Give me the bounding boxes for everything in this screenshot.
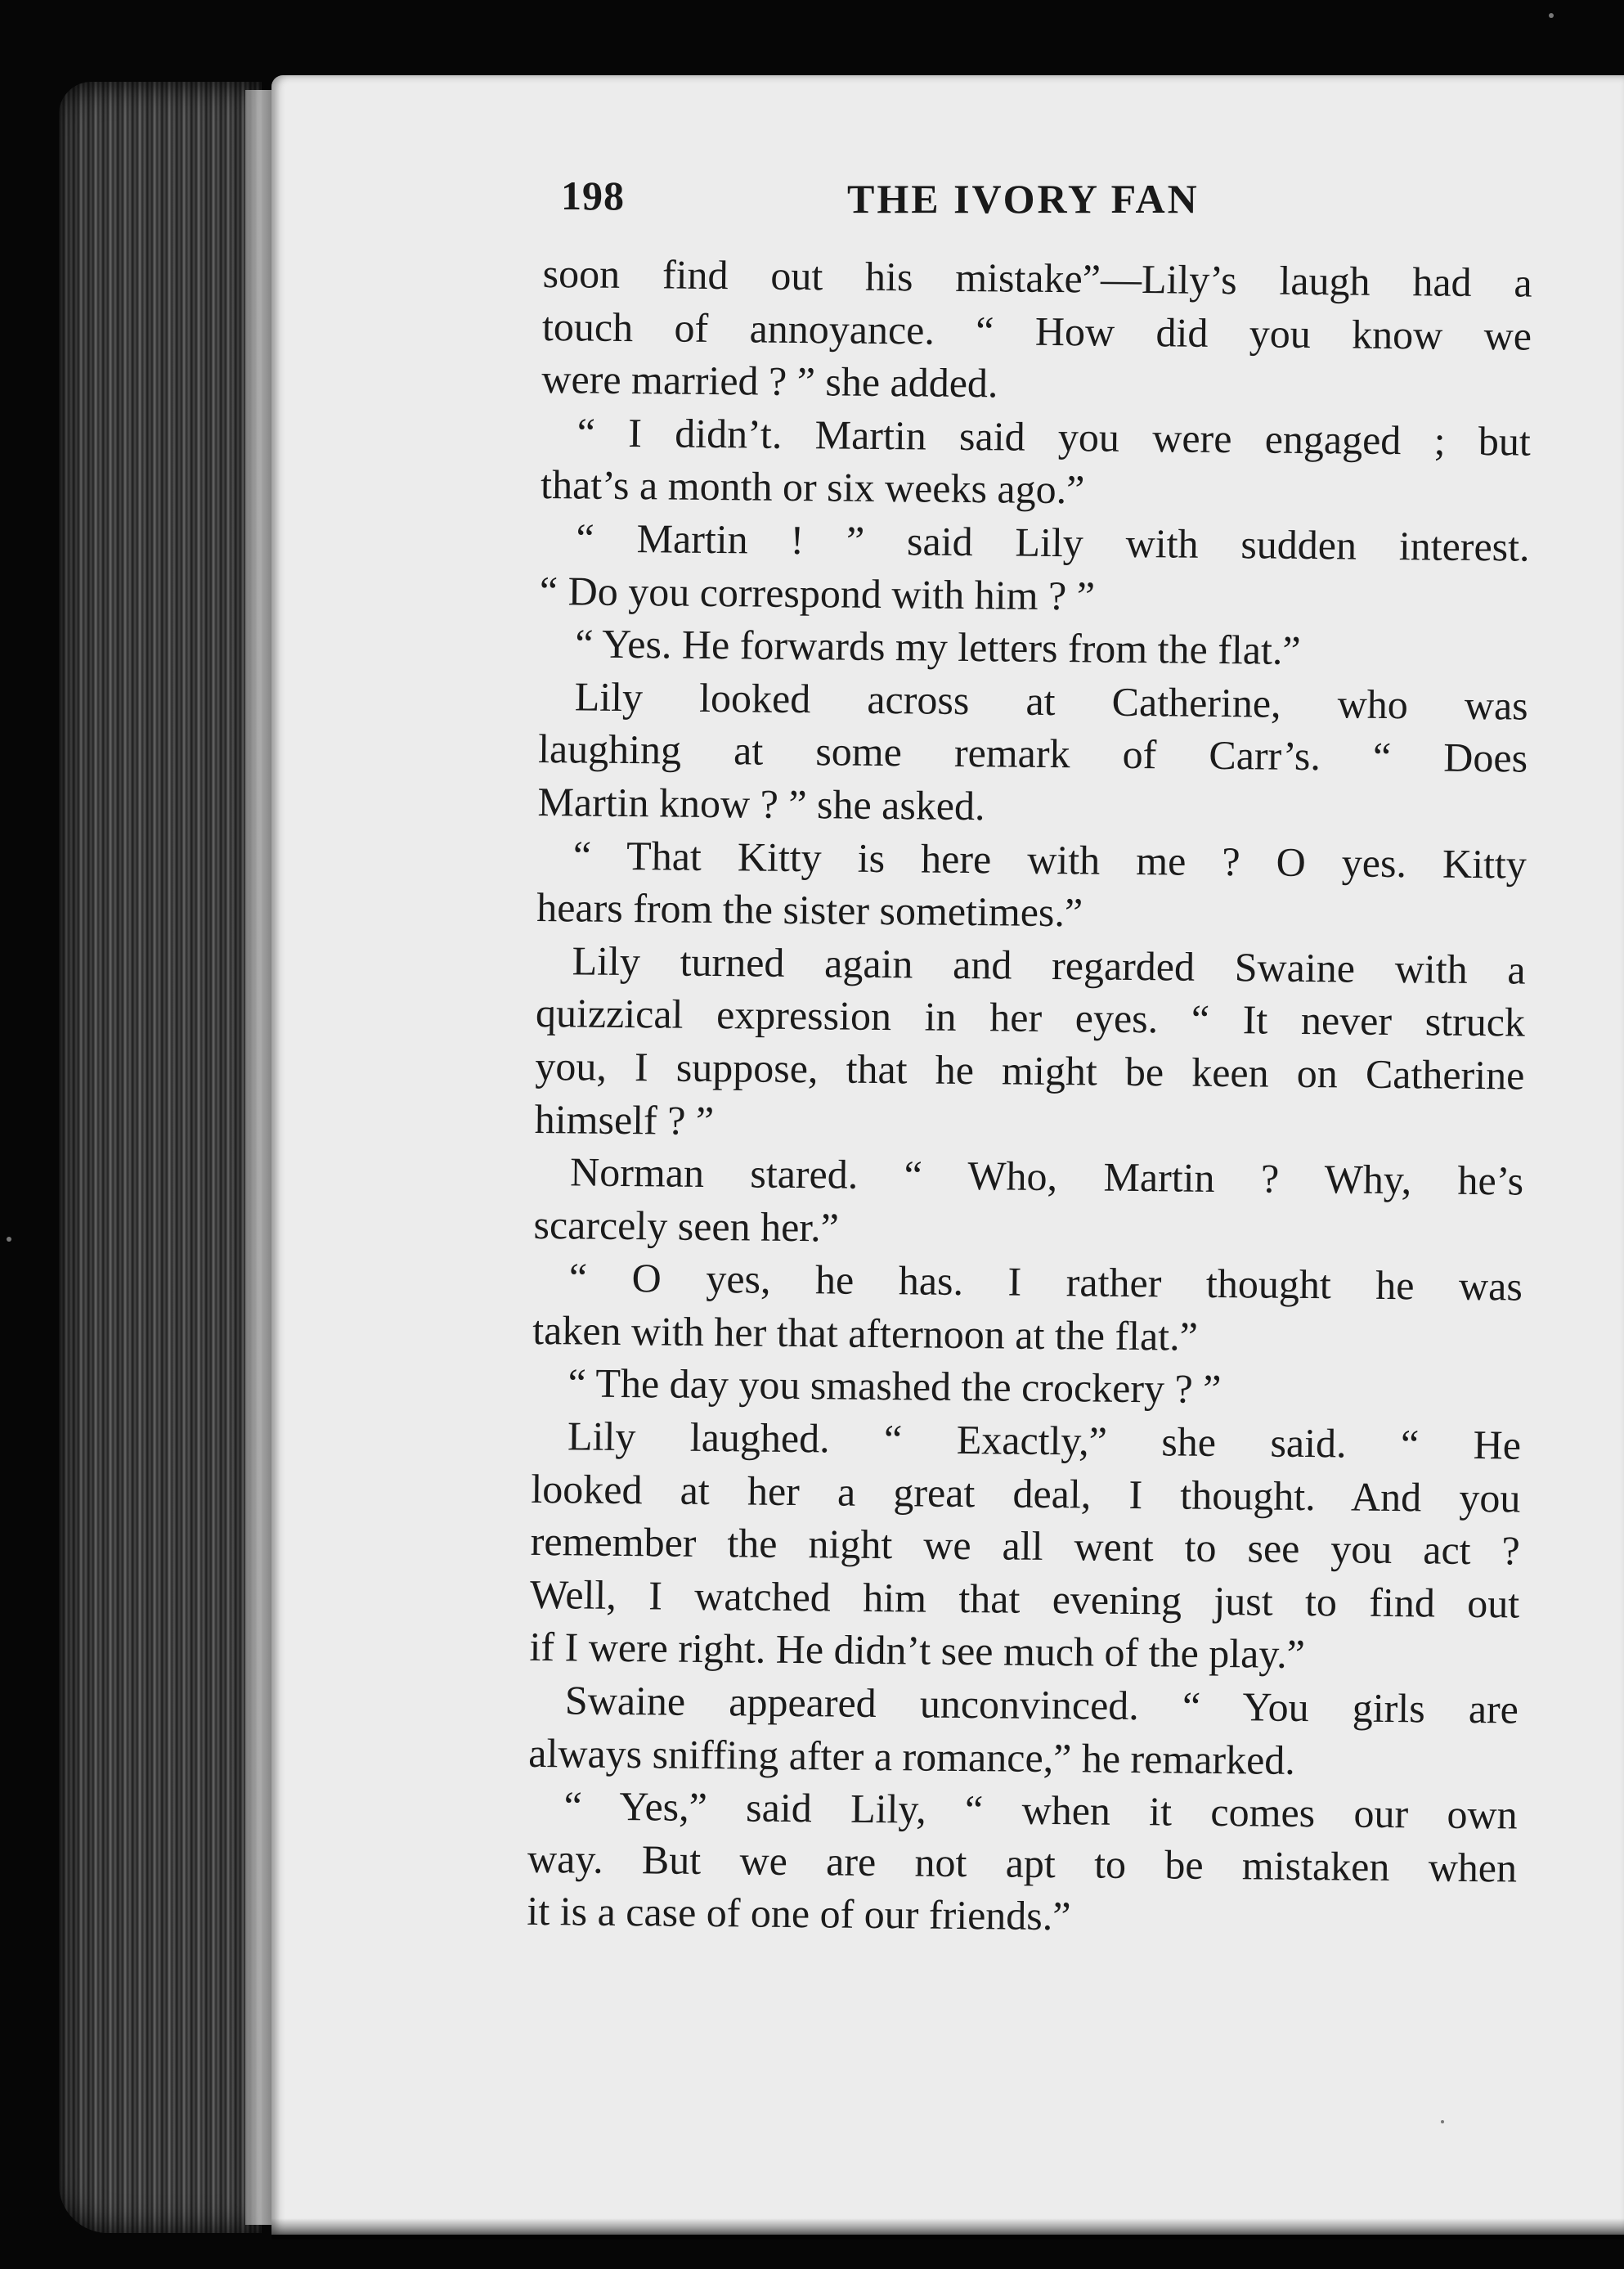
book-page-stack bbox=[245, 90, 275, 2225]
text-line: taken with her that afternoon at the flat.” bbox=[532, 1306, 1199, 1359]
text-line: “ Yes. He forwards my letters from the flat.” bbox=[575, 620, 1301, 674]
text-line: “ O yes, he has. I rather thought he was bbox=[568, 1254, 1523, 1310]
text-line: touch of annoyance. “ How did you know we bbox=[541, 303, 1532, 359]
text-line: Swaine appeared unconvinced. “ You girls are bbox=[564, 1677, 1519, 1732]
text-line: “ Yes,” said Lily, “ when it comes our own bbox=[563, 1782, 1518, 1838]
scan-speck bbox=[7, 1237, 11, 1242]
text-line: “ Martin ! ” said Lily with sudden interest. bbox=[576, 514, 1530, 570]
running-title: THE IVORY FAN bbox=[847, 176, 1200, 222]
scan-speck bbox=[1441, 2120, 1444, 2123]
text-line: looked at her a great deal, I thought. And you bbox=[531, 1465, 1521, 1521]
text-line: if I were right. He didn’t see much of the play.” bbox=[529, 1624, 1306, 1678]
text-line: soon find out his mistake”—Lily’s laugh had a bbox=[542, 249, 1532, 306]
text-line: Lily laughed. “ Exactly,” she said. “ He bbox=[567, 1413, 1522, 1468]
text-line: way. But we are not apt to be mistaken when bbox=[527, 1835, 1518, 1891]
text-line: Martin know ? ” she asked. bbox=[537, 778, 985, 829]
scan-speck bbox=[1549, 13, 1554, 18]
text-line: “ That Kitty is here with me ? O yes. Kitty bbox=[572, 831, 1528, 887]
text-line: quizzical expression in her eyes. “ It never struck bbox=[535, 990, 1526, 1045]
text-line: remember the night we all went to see you act ? bbox=[530, 1518, 1521, 1574]
book-fore-edge bbox=[59, 82, 262, 2233]
text-line: always sniffing after a romance,” he remarked. bbox=[528, 1729, 1296, 1783]
text-line: Lily turned again and regarded Swaine with a bbox=[572, 937, 1526, 993]
text-line: “ The day you smashed the crockery ? ” bbox=[568, 1359, 1222, 1413]
text-line: “ Do you correspond with him ? ” bbox=[539, 567, 1096, 619]
text-line: were married ? ” she added. bbox=[541, 356, 998, 407]
text-line: you, I suppose, that he might be keen on Catherine bbox=[535, 1042, 1525, 1099]
text-line: hears from the sister sometimes.” bbox=[536, 884, 1083, 936]
page-bottom-shadow bbox=[271, 2218, 1624, 2240]
text-line: Norman stared. “ Who, Martin ? Why, he’s bbox=[569, 1148, 1524, 1204]
text-line: Well, I watched him that evening just to find out bbox=[529, 1570, 1520, 1627]
text-line: “ I didn’t. Martin said you were engaged ; but bbox=[576, 409, 1532, 465]
page-header bbox=[561, 172, 1542, 229]
text-line: it is a case of one of our friends.” bbox=[527, 1888, 1071, 1939]
text-line: that’s a month or six weeks ago.” bbox=[540, 461, 1085, 513]
page-number: 198 bbox=[561, 173, 625, 218]
text-line: himself ? ” bbox=[534, 1095, 715, 1143]
text-line: Lily looked across at Catherine, who was bbox=[574, 673, 1528, 729]
text-line: laughing at some remark of Carr’s. “ Does bbox=[537, 726, 1528, 781]
text-line: scarcely seen her.” bbox=[533, 1201, 840, 1251]
body-text bbox=[527, 247, 1532, 1948]
